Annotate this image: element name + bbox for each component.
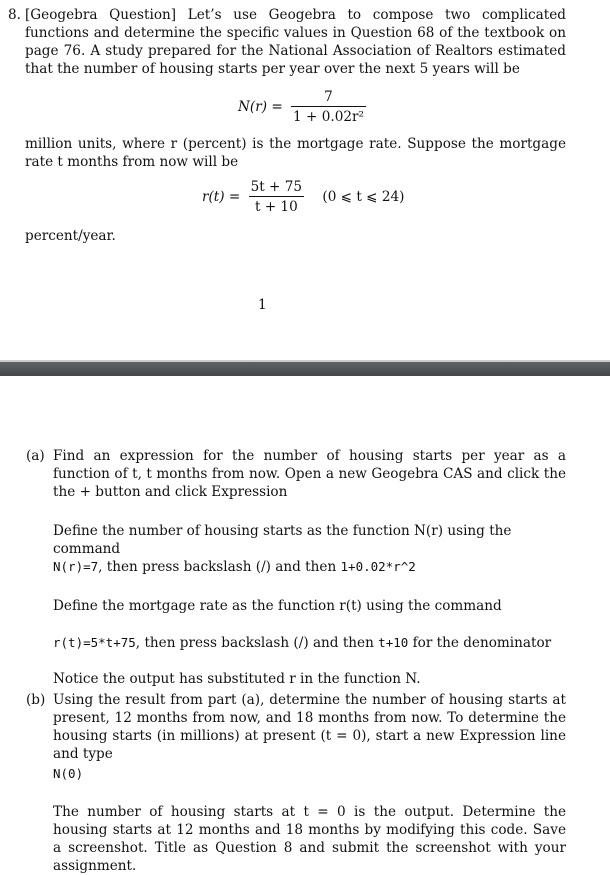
part-b-label: (b) <box>26 692 46 708</box>
units-text: percent/year. <box>25 228 116 244</box>
equation-r-domain: (0 ⩽ t ⩽ 24) <box>322 189 405 205</box>
equation-N-fraction <box>291 88 366 126</box>
intro-text: [Geogebra Question] Let’s use Geogebra to compose two complicated functions and determine the specific values in Question 68 of the textbook on page 76. A study prepared for the National Association of Realtors estimated that the number of housing starts per year over the next 5 years will be <box>25 7 566 77</box>
question-intro <box>8 6 566 78</box>
equation-r-fraction <box>249 178 304 216</box>
page-divider <box>0 362 610 376</box>
command2-mid: , then press backslash (/) and then <box>135 635 379 651</box>
command1-code2: 1+0.02*r^2 <box>340 559 416 574</box>
command2-code2: t+10 <box>378 635 409 650</box>
equation-N-denominator: 1 + 0.02r² <box>291 106 366 126</box>
page-number: 1 <box>258 297 267 313</box>
command2-end: for the denominator <box>408 635 552 651</box>
part-a-text: Find an expression for the number of housing starts per year as a function of t, t months from now. Open a new Geogebra CAS and click the the + button and click Expression <box>53 448 566 500</box>
part-a-step1: Define the number of housing starts as the function N(r) using the command <box>53 523 512 557</box>
part-b <box>26 691 566 763</box>
equation-r-numerator: 5t + 75 <box>250 179 303 195</box>
part-a-step2: Define the mortgage rate as the function r(t) using the command <box>53 598 502 614</box>
part-a-command1 <box>53 558 566 576</box>
part-a-label: (a) <box>26 448 45 464</box>
part-b-text: Using the result from part (a), determine the number of housing starts at present, 12 months from now, and 18 months from now. To determine the housing starts (in millions) at present (t = 0), start a new Expression line and type <box>53 692 566 762</box>
equation-r <box>202 178 404 216</box>
part-a-note: Notice the output has substituted r in the function N. <box>53 671 421 687</box>
part-a-command2 <box>53 634 566 652</box>
mid-text: million units, where r (percent) is the mortgage rate. Suppose the mortgage rate t months from now will be <box>25 136 566 170</box>
equation-N-numerator: 7 <box>324 89 333 105</box>
command1-code: N(r)=7 <box>53 559 99 574</box>
part-b-code: N(0) <box>53 766 84 781</box>
equation-N-lhs: N(r) = <box>238 99 283 115</box>
equation-r-lhs: r(t) = <box>202 189 241 205</box>
command2-code: r(t)=5*t+75 <box>53 635 136 650</box>
part-a <box>26 447 566 501</box>
equation-r-denominator: t + 10 <box>249 196 304 216</box>
command1-mid: , then press backslash (/) and then <box>98 559 341 575</box>
question-number: 8. <box>8 7 21 23</box>
part-b-closing: The number of housing starts at t = 0 is the output. Determine the housing starts at 12 months and 18 months by modifying this code. Save a screenshot. Title as Question 8 and submit the screenshot with your assignment. <box>53 804 566 874</box>
equation-N <box>238 88 370 126</box>
